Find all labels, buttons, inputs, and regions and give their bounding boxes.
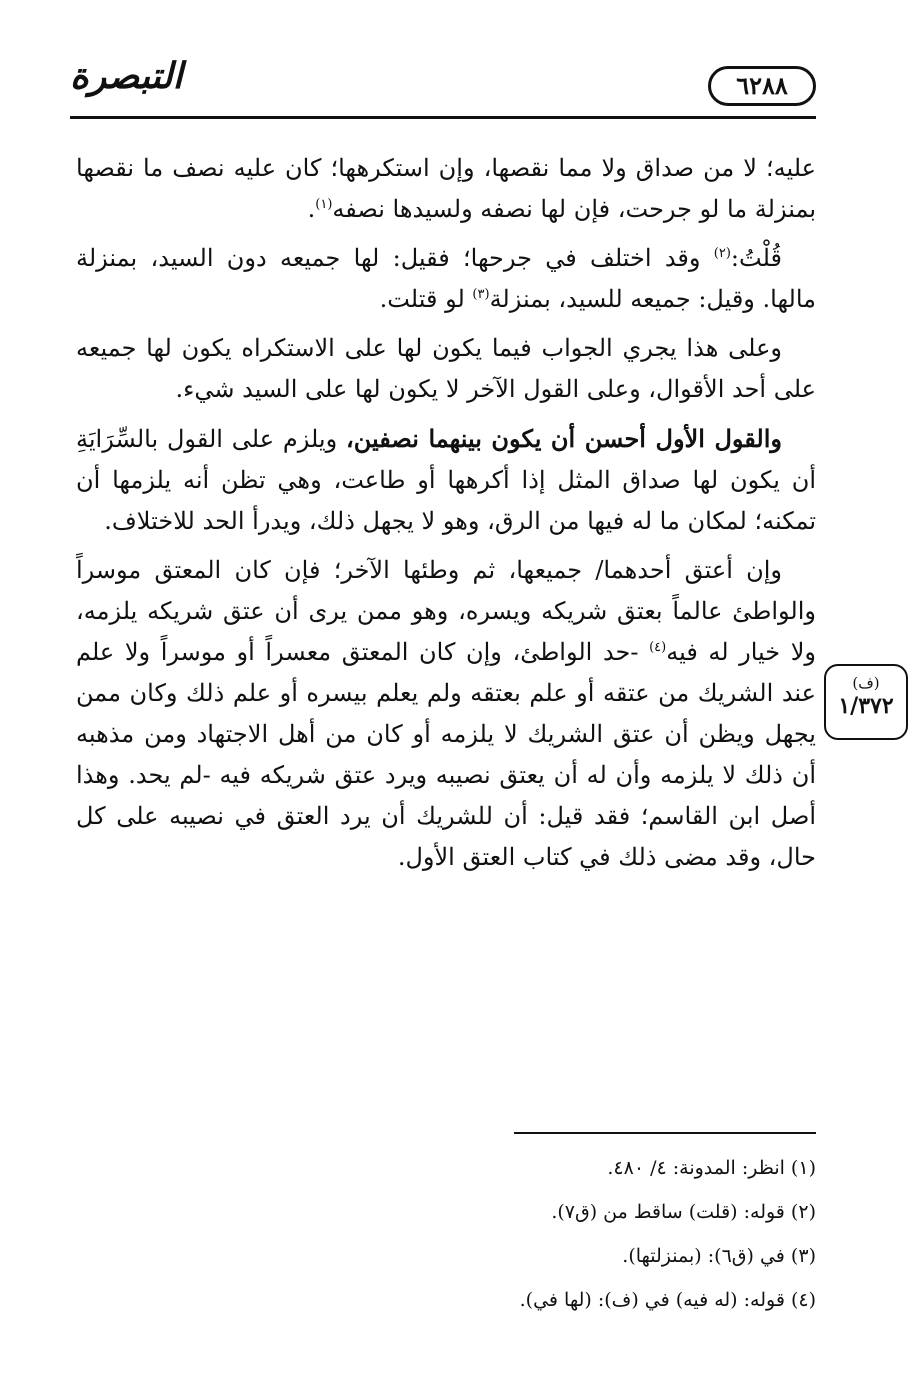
paragraph-5-text: وإن أعتق أحدهما/ جميعها، ثم وطئها الآخر؛ فإن كان المعتق موسراً والواطئ عالماً بعتق شريكه ويسره، وهو ممن يرى أن عتق شريكه يلزمه، ولا خيار له فيه <box>76 556 817 666</box>
footnote-ref-3[interactable]: (٣) <box>472 287 490 302</box>
paragraph-3-text: وعلى هذا يجري الجواب فيما يكون لها على الاستكراه يكون لها جميعه على أحد الأقوال، وعلى القول الآخر لا يكون لها على السيد شيء. <box>76 334 816 403</box>
paragraph-1 <box>76 148 816 230</box>
margin-note-siglum: (ف) <box>852 674 880 692</box>
footnotes <box>76 1146 816 1322</box>
footnote-3: (٣) في (ق٦): (بمنزلتها). <box>622 1245 816 1267</box>
main-text <box>76 148 816 886</box>
paragraph-1-text: عليه؛ لا من صداق ولا مما نقصها، وإن استكرهها؛ كان عليه نصف ما نقصها بمنزلة ما لو جرحت، فإن لها نصفه ولسيدها نصفه <box>76 154 816 223</box>
manuscript-margin-note <box>824 664 908 740</box>
margin-note-folio: ١/٣٧٢ <box>838 693 894 719</box>
paragraph-4-bold-lead: والقول الأول أحسن أن يكون بينهما نصفين، <box>346 424 782 453</box>
footnote-ref-4[interactable]: (٤) <box>649 640 667 655</box>
footnote-ref-2[interactable]: (٢) <box>713 246 731 261</box>
page-header <box>70 52 816 118</box>
header-rule <box>70 116 816 119</box>
paragraph-4 <box>76 418 816 542</box>
paragraph-2-lead: قُلْتُ: <box>730 244 782 272</box>
paragraph-1-end: . <box>307 195 316 223</box>
paragraph-4-text: ويلزم على القول بالسِّرَايَةِ أن يكون لها صداق المثل إذا أكرهها أو طاعت، وهي تظن أنه يلزمها أن تمكنه؛ لمكان ما له فيها من الرق، وهو لا يجهل ذلك، ويدرأ الحد للاختلاف. <box>76 425 816 535</box>
paragraph-5 <box>76 550 816 878</box>
paragraph-2-text: وقد اختلف في جرحها؛ فقيل: لها جميعه دون السيد، بمنزلة مالها. وقيل: جميعه للسيد، بمنزلة <box>76 244 816 313</box>
paragraph-5-end: -حد الواطئ، وإن كان المعتق معسراً أو موسراً ولا علم عند الشريك من عتقه أو علم بعتقه ولم يعلم بيسره أو علم ذلك وكان ممن يجهل ويظن أن عتق الشريك لا يلزمه أو كان من أهل الاجتهاد ومن مذهبه أن ذلك لا يلزمه وأن له أن يعتق نصيبه ويرد عتق شريكه فيه -لم يحد. وهذا أصل ابن القاسم؛ فقد قيل: أن للشريك أن يرد العتق في نصيبه على كل حال، وقد مضى ذلك في كتاب العتق الأول. <box>76 638 816 871</box>
footnote-1: (١) انظر: المدونة: ٤/ ٤٨٠. <box>607 1157 816 1179</box>
footnote-2: (٢) قوله: (قلت) ساقط من (ق٧). <box>551 1201 816 1223</box>
paragraph-2 <box>76 238 816 320</box>
paragraph-2-end: لو قتلت. <box>379 285 473 313</box>
footnote-4: (٤) قوله: (له فيه) في (ف): (لها في). <box>519 1289 816 1311</box>
book-title: التبصرة <box>70 55 183 97</box>
page-number-badge: ٦٢٨٨ <box>708 66 816 106</box>
footnote-ref-1[interactable]: (١) <box>315 197 333 212</box>
paragraph-3 <box>76 328 816 410</box>
footnote-separator <box>514 1132 816 1134</box>
